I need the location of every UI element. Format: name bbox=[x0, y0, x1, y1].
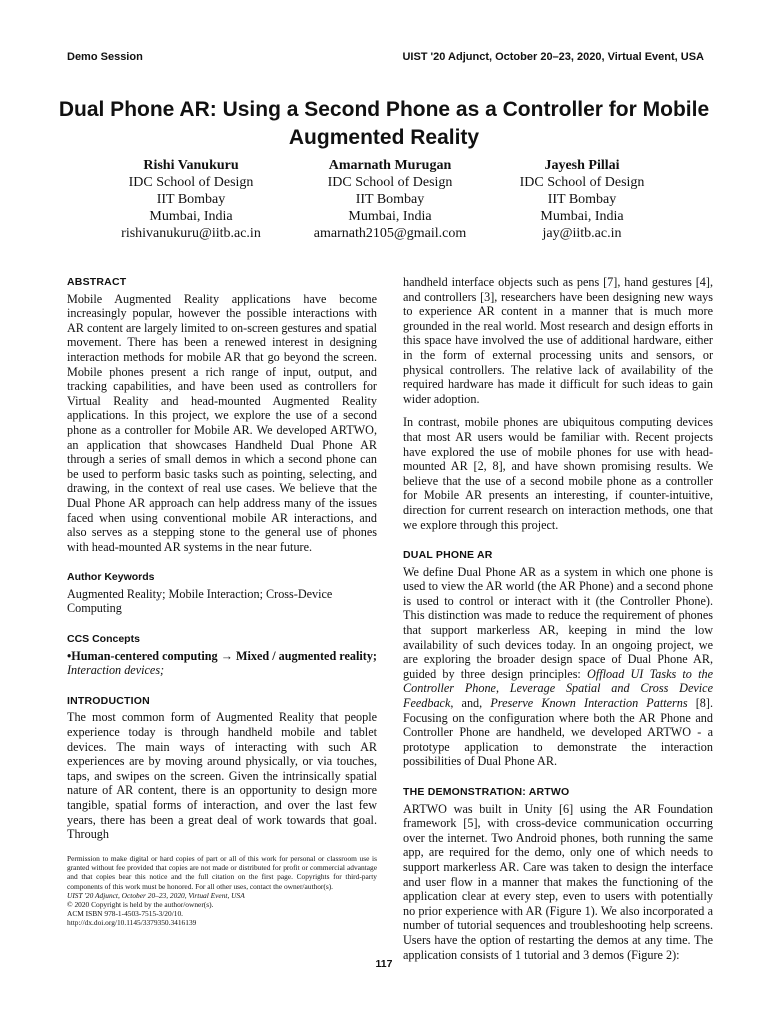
paper-title: Dual Phone AR: Using a Second Phone as a Controller for Mobile Augmented Reality bbox=[58, 98, 710, 149]
ccs-subconcept: Interaction devices; bbox=[67, 663, 165, 678]
demonstration-section bbox=[403, 785, 713, 962]
author-name: Rishi Vanukuru bbox=[143, 158, 239, 173]
principle-and: , and, bbox=[450, 696, 483, 711]
author-block-3 bbox=[477, 157, 687, 242]
author-name: Amarnath Murugan bbox=[328, 158, 452, 173]
right-column bbox=[403, 275, 713, 972]
introduction-heading: INTRODUCTION bbox=[67, 694, 150, 707]
running-header-left: Demo Session bbox=[67, 51, 143, 63]
keywords-text: Augmented Reality; Mobile Interaction; Cross-Device Computing bbox=[67, 586, 333, 616]
permission-block bbox=[67, 854, 377, 928]
permission-text: Permission to make digital or hard copies of part or all of this work for personal or classroom use is granted without fee provided that copies are not made or distributed for profit or commercial advantage and that copies bear this notice and the full citation on the first page. Copyrights for third-party components of this work must be honored. For all other uses, contact the owner/author(s). bbox=[67, 854, 377, 891]
author-location: Mumbai, India bbox=[149, 209, 233, 224]
principle-1: Offload UI Tasks to the Controller Phone bbox=[403, 666, 714, 696]
dual-phone-section bbox=[403, 548, 713, 769]
permission-isbn: ACM ISBN 978-1-4503-7515-3/20/10. bbox=[67, 909, 183, 919]
abstract-text: Mobile Augmented Reality applications have become increasingly popular, however the possible interactions with AR content are largely limited to on-screen gestures and spatial movement. There has been a renewed interest in designing interaction methods for mobile AR that go beyond the screen. Mobile phones present a rich range of input, output, and tracking capabilities, and have been used as controllers for Virtual Reality and head-mounted Augmented Reality applications. In this project, we explore the use of a second phone as a controller for Mobile AR. We developed ARTWO, an application that showcases Handheld Dual Phone AR through a series of small demos in which a second phone can be used to perform basic tasks such as pointing, selecting, and drawing, in the context of real use cases. We believe that the Dual Phone AR approach can help address many of the issues faced when using conventional mobile AR interactions, and also serves as a stepping stone to the general use of phones with head-mounted AR systems in the near future. bbox=[67, 291, 377, 554]
keywords-section bbox=[67, 570, 377, 616]
introduction-text: The most common form of Augmented Reality that people experience today is through handheld mobile and tablet devices. The main ways of interacting with such AR experiences are by moving around physically, or via touches, taps, and swipes on the screen. Given the intrinsically spatial nature of AR content, there is an opportunity to design more tangible, spatial forms of interaction, and over the last few years, there has been a great deal of work towards that goal. Through bbox=[67, 710, 377, 842]
author-location: Mumbai, India bbox=[348, 209, 432, 224]
author-affiliation: IDC School of Design bbox=[519, 175, 645, 190]
dual-phone-text: We define Dual Phone AR as a system in which one phone is used to view the AR world (the AR Phone) and a second phone is used to control or interact with it (the Controller Phone). This distinction was made to reduce the requirement of phones that support markerless AR, keeping in mind the low availability of such devices today. In an ongoing project, we are exploring the broader design space of Dual Phone AR, guided by three design principles: Offload UI Tasks to the Controller Phone, Leverage Spatial and Cross Device Feedback, and, Preserve Known Interaction Patterns [8]. Focusing on the configuration where both the AR Phone and Controller Phone are handheld, we developed ARTWO - a prototype application to demonstrate the interaction possibilities of Dual Phone AR. bbox=[403, 564, 714, 769]
ccs-concept: •Human-centered computing → Mixed / augmented reality; bbox=[67, 648, 377, 663]
introduction-continued: handheld interface objects such as pens [7], hand gestures [4], and controllers [3], researchers have been designing new ways to experience AR content in a manner that is much more grounded in the real world. Most research and design efforts in this space have involved the use of additional hardware, either in the form of external processing units and sensors, or physical controllers. The relative lack of availability of the required hardware has made it difficult for such ideas to gain wider adoption. bbox=[403, 275, 713, 406]
author-block-1 bbox=[86, 157, 296, 242]
dual-phone-text-a: We define Dual Phone AR as a system in which one phone is used to view the AR world (the AR Phone) and a second phone is used to control or interact with it (the Controller Phone). This distinction was made to reduce the requirement of phones that support markerless AR, keeping in mind the low availability of such devices today. In an ongoing project, we are exploring the broader design space of Dual Phone AR, guided by three design principles: bbox=[403, 564, 713, 681]
author-email: rishivanukuru@iitb.ac.in bbox=[121, 226, 261, 241]
left-column bbox=[67, 275, 377, 852]
introduction-paragraph-2: In contrast, mobile phones are ubiquitous computing devices that most AR users would be familiar with. Recent projects have explored the use of mobile phones for use with head-mounted AR [2, 8], and have shown promising results. We believe that the use of a second mobile phone as a controller for Mobile AR presents an interesting, if counter-intuitive, direction for current research on interaction methods, one that we explore through this project. bbox=[403, 415, 713, 532]
permission-doi: http://dx.doi.org/10.1145/3379350.3416139 bbox=[67, 918, 197, 928]
running-header-right: UIST '20 Adjunct, October 20–23, 2020, Virtual Event, USA bbox=[402, 51, 704, 63]
ccs-section bbox=[67, 632, 377, 678]
author-email: jay@iitb.ac.in bbox=[542, 226, 622, 241]
author-block-2 bbox=[285, 157, 495, 242]
author-institute: IIT Bombay bbox=[355, 192, 425, 207]
permission-venue: UIST '20 Adjunct, October 20–23, 2020, Virtual Event, USA bbox=[67, 890, 245, 900]
author-location: Mumbai, India bbox=[540, 209, 624, 224]
demonstration-heading: THE DEMONSTRATION: ARTWO bbox=[403, 786, 570, 798]
permission-copyright: © 2020 Copyright is held by the author/owner(s). bbox=[67, 900, 214, 910]
author-institute: IIT Bombay bbox=[547, 192, 617, 207]
dual-phone-text-b: [8]. Focusing on the configuration where both the AR Phone and Controller Phone are handheld, we developed ARTWO - a prototype application to demonstrate the interaction possibilities of Dual Phone AR. bbox=[403, 696, 713, 769]
keywords-heading: Author Keywords bbox=[67, 571, 155, 584]
page-number: 117 bbox=[375, 958, 393, 970]
author-affiliation: IDC School of Design bbox=[327, 175, 453, 190]
author-name: Jayesh Pillai bbox=[544, 158, 620, 173]
abstract-section bbox=[67, 275, 377, 554]
ccs-heading: CCS Concepts bbox=[67, 633, 140, 646]
abstract-heading: ABSTRACT bbox=[67, 276, 127, 288]
dual-phone-heading: DUAL PHONE AR bbox=[403, 549, 493, 562]
author-institute: IIT Bombay bbox=[156, 192, 226, 207]
author-email: amarnath2105@gmail.com bbox=[313, 226, 467, 241]
principle-2: Leverage Spatial and Cross Device Feedback bbox=[403, 681, 714, 711]
demonstration-text: ARTWO was built in Unity [6] using the AR Foundation framework [5], with cross-device communication occurring over the internet. Two Android phones, both running the same app, are required for the demo, only one of which needs to support markerless AR. Care was taken to design the interface and user flow in a manner that makes the functioning of the application clear at every step, even to users with potentially no prior experience with AR (Figure 1). We also incorporated a number of tutorial sequences and troubleshooting help screens. Users have the option of restarting the demos at any time. The application consists of 1 tutorial and 3 demos (Figure 2): bbox=[403, 801, 713, 962]
introduction-section bbox=[67, 694, 377, 842]
principle-3: Preserve Known Interaction Patterns bbox=[490, 696, 688, 711]
ccs-text bbox=[67, 649, 377, 678]
author-affiliation: IDC School of Design bbox=[128, 175, 254, 190]
